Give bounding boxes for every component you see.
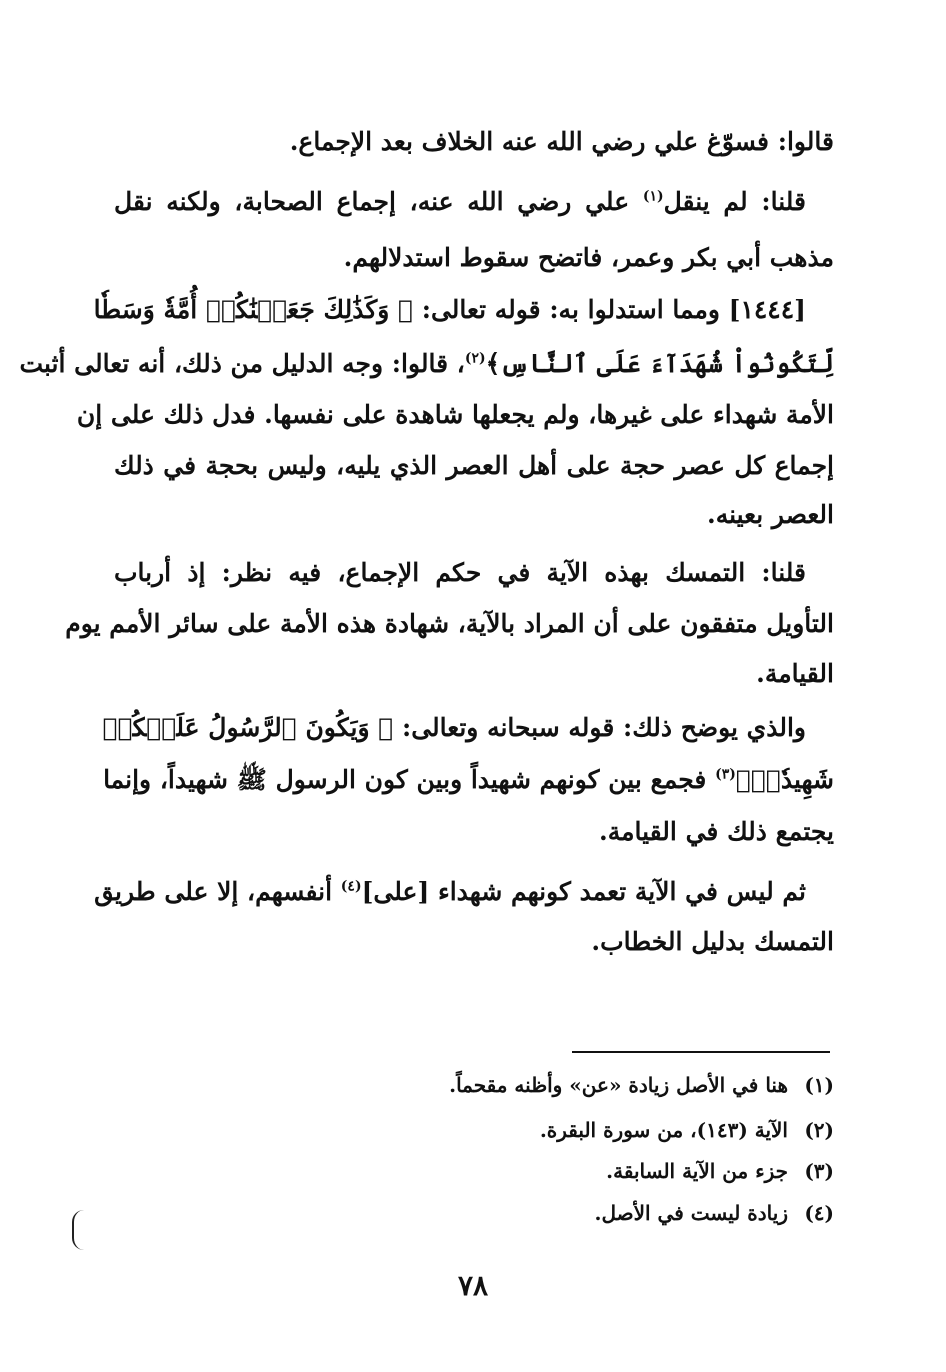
- footnote: (٤)زيادة ليست في الأصل.: [594, 1201, 834, 1225]
- paragraph-line: مذهب أبي بكر وعمر، فاتضح سقوط استدلالهم.: [343, 243, 834, 272]
- quran-verse: شَهِيدٗاۗ﴾: [735, 765, 834, 794]
- footnote-ref: (٣): [715, 766, 736, 783]
- footnote: (٣)جزء من الآية السابقة.: [606, 1159, 834, 1183]
- paragraph-line: ثم ليس في الآية تعمد كونهم شهداء [على]$^{(٤)}$ أنفسهم، إلا على طريق: [94, 877, 806, 906]
- paragraph-line: القيامة.: [756, 659, 834, 688]
- paragraph-line: شَهِيدٗاۗ﴾$^{(٣)}$ فجمع بين كونهم شهيداً وبين كون الرسول ﷺ شهيداً، وإنما: [103, 765, 834, 794]
- page-number: ٧٨: [457, 1269, 489, 1302]
- paragraph-line: يجتمع ذلك في القيامة.: [599, 817, 834, 846]
- paragraph-line: والذي يوضح ذلك: قوله سبحانه وتعالى: ﴿ وَيَكُونَ ٱلرَّسُولُ عَلَيۡكُمۡ: [102, 713, 806, 742]
- footnote-ref: (٤): [340, 878, 362, 895]
- paragraph-line: العصر بعينه.: [706, 500, 834, 529]
- paragraph-line: التمسك بدليل الخطاب.: [591, 927, 834, 956]
- quran-verse: لِّتَكُونُواْ شُهَدَآءَ عَلَى ٱلنَّاسِ﴾: [485, 349, 834, 378]
- paragraph-line: [١٤٤٤] ومما استدلوا به: قوله تعالى: ﴿ وَكَذَٰلِكَ جَعَلۡنَٰكُمۡ أُمَّةٗ وَسَطٗا: [93, 295, 806, 324]
- footnote: (٢)الآية (١٤٣)، من سورة البقرة.: [539, 1118, 834, 1142]
- footnote-ref: (٢): [464, 350, 486, 367]
- paragraph-line: قالوا: فسوّغ علي رضي الله عنه الخلاف بعد الإجماع.: [289, 127, 834, 156]
- paragraph-line: لِّتَكُونُواْ شُهَدَآءَ عَلَى ٱلنَّاسِ﴾$^{(٢)}$، قالوا: وجه الدليل من ذلك، أنه تعالى أثبت: [19, 349, 834, 378]
- paragraph-line: قلنا: التمسك بهذه الآية في حكم الإجماع، فيه نظر: إذ أرباب: [114, 558, 806, 587]
- footnote-divider: [572, 1051, 830, 1053]
- paragraph-line: إجماع كل عصر حجة على أهل العصر الذي يليه، وليس بحجة في ذلك: [114, 451, 834, 480]
- paragraph-line: قلنا: لم ينقل$^{(١)}$ علي رضي الله عنه، إجماع الصحابة، ولكنه نقل: [114, 187, 806, 216]
- footnote: (١)هنا في الأصل زيادة «عن» وأظنه مقحماً.: [449, 1073, 834, 1097]
- paragraph-line: التأويل متفقون على أن المراد بالآية، شهادة هذه الأمة على سائر الأمم يوم: [65, 609, 834, 638]
- footnote-ref: (١): [642, 188, 664, 205]
- paragraph-line: الأمة شهداء على غيرها، ولم يجعلها شاهدة على نفسها. فدل ذلك على إن: [76, 400, 834, 429]
- margin-bracket-mark: [72, 1210, 88, 1250]
